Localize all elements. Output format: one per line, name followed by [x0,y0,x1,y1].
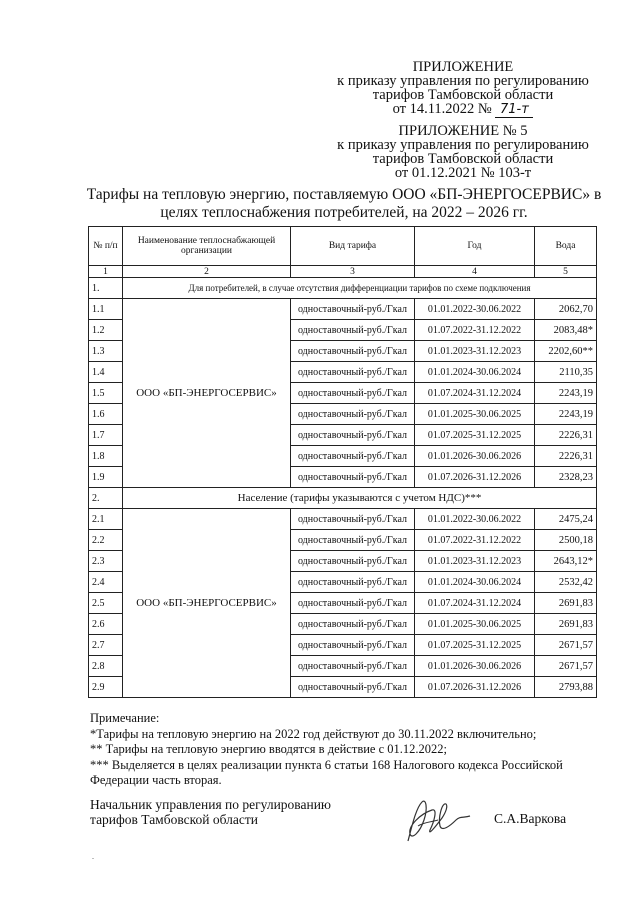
row-number: 2.6 [89,614,123,635]
water-tariff-value: 2110,35 [535,362,597,383]
table-row [89,299,597,320]
tariff-period: 01.01.2025-30.06.2025 [415,614,535,635]
tariff-period: 01.01.2022-30.06.2022 [415,299,535,320]
col-header-tariff: Вид тарифа [291,227,415,266]
row-number: 1.8 [89,446,123,467]
row-number: 2.1 [89,509,123,530]
water-tariff-value: 2226,31 [535,425,597,446]
order-header-title: ПРИЛОЖЕНИЕ [412,59,514,75]
row-number: 1.5 [89,383,123,404]
signatory-name: С.А.Варкова [494,811,567,826]
note-item: *** Выделяется в целях реализации пункта 6 статьи 168 Налогового кодекса Российской Федерации часть вторая. [90,757,563,787]
section-title: Население (тарифы указываются с учетом НДС)*** [123,488,597,509]
water-tariff-value: 2202,60** [535,341,597,362]
water-tariff-value: 2083,48* [535,320,597,341]
section-number: 1. [89,278,123,299]
tariff-table [88,226,597,698]
tariff-type: одноставочный-руб./Гкал [291,362,415,383]
water-tariff-value: 2328,23 [535,467,597,488]
signatory-position-line: тарифов Тамбовской области [90,812,258,827]
col-header-year: Год [415,227,535,266]
notes-heading: Примечание: [90,711,160,725]
row-number: 2.8 [89,656,123,677]
water-tariff-value: 2532,42 [535,572,597,593]
section-number: 2. [89,488,123,509]
tariff-type: одноставочный-руб./Гкал [291,383,415,404]
organization-name: ООО «БП-ЭНЕРГОСЕРВИС» [123,299,291,488]
row-number: 1.1 [89,299,123,320]
tariff-type: одноставочный-руб./Гкал [291,572,415,593]
column-index-cell: 4 [415,266,535,278]
row-number: 2.2 [89,530,123,551]
tariff-type: одноставочный-руб./Гкал [291,635,415,656]
column-index-cell: 3 [291,266,415,278]
section-row [89,278,597,299]
tariff-type: одноставочный-руб./Гкал [291,320,415,341]
column-index-cell: 2 [123,266,291,278]
signatory-position-line: Начальник управления по регулированию [90,797,332,812]
row-number: 2.4 [89,572,123,593]
appendix-header [318,124,608,180]
tariff-period: 01.07.2024-31.12.2024 [415,593,535,614]
tariff-type: одноставочный-руб./Гкал [291,467,415,488]
order-header-line: к приказу управления по регулированию [337,73,589,89]
row-number: 1.9 [89,467,123,488]
organization-name: ООО «БП-ЭНЕРГОСЕРВИС» [123,509,291,698]
water-tariff-value: 2226,31 [535,446,597,467]
column-index-cell: 5 [535,266,597,278]
row-number: 1.4 [89,362,123,383]
tariff-type: одноставочный-руб./Гкал [291,656,415,677]
order-number-handwritten: 71-т [495,103,533,118]
water-tariff-value: 2062,70 [535,299,597,320]
row-number: 1.7 [89,425,123,446]
tariff-period: 01.01.2022-30.06.2022 [415,509,535,530]
water-tariff-value: 2243,19 [535,404,597,425]
tariff-period: 01.01.2023-31.12.2023 [415,551,535,572]
appendix-line: к приказу управления по регулированию [337,137,589,153]
tariff-period: 01.01.2024-30.06.2024 [415,362,535,383]
section-row [89,488,597,509]
water-tariff-value: 2643,12* [535,551,597,572]
row-number: 1.6 [89,404,123,425]
water-tariff-value: 2691,83 [535,614,597,635]
appendix-title: ПРИЛОЖЕНИЕ № 5 [398,123,528,139]
handwritten-signature [398,796,478,846]
section-title: Для потребителей, в случае отсутствия дифференциации тарифов по схеме подключения [123,278,597,299]
document-title: Тарифы на тепловую энергию, поставляемую ООО «БП-ЭНЕРГОСЕРВИС» в целях теплоснабжения потребителей, на 2022 – 2026 гг. [86,186,602,221]
water-tariff-value: 2475,24 [535,509,597,530]
water-tariff-value: 2691,83 [535,593,597,614]
tariff-period: 01.01.2024-30.06.2024 [415,572,535,593]
tariff-period: 01.07.2022-31.12.2022 [415,530,535,551]
row-number: 1.2 [89,320,123,341]
tariff-period: 01.07.2024-31.12.2024 [415,383,535,404]
tariff-period: 01.01.2026-30.06.2026 [415,656,535,677]
appendix-line: тарифов Тамбовской области [372,151,554,167]
row-number: 2.7 [89,635,123,656]
water-tariff-value: 2671,57 [535,635,597,656]
tariff-type: одноставочный-руб./Гкал [291,593,415,614]
col-header-org: Наименование теплоснабжающей организации [123,227,291,266]
tariff-type: одноставочный-руб./Гкал [291,299,415,320]
tariff-period: 01.07.2026-31.12.2026 [415,677,535,698]
column-index-cell: 1 [89,266,123,278]
order-header-date [318,102,608,118]
note-item: *Тарифы на тепловую энергию на 2022 год действуют до 30.11.2022 включительно; [90,726,537,741]
tariff-period: 01.07.2025-31.12.2025 [415,425,535,446]
tariff-type: одноставочный-руб./Гкал [291,530,415,551]
appendix-date: от 01.12.2021 № 103-т [394,165,532,181]
row-number: 2.9 [89,677,123,698]
water-tariff-value: 2671,57 [535,656,597,677]
signatory-position [90,797,380,827]
tariff-type: одноставочный-руб./Гкал [291,677,415,698]
water-tariff-value: 2500,18 [535,530,597,551]
tariff-type: одноставочный-руб./Гкал [291,509,415,530]
tariff-type: одноставочный-руб./Гкал [291,341,415,362]
table-row [89,509,597,530]
tariff-type: одноставочный-руб./Гкал [291,551,415,572]
order-header-line: тарифов Тамбовской области [372,87,554,103]
row-number: 2.3 [89,551,123,572]
tariff-period: 01.01.2025-30.06.2025 [415,404,535,425]
note-item: ** Тарифы на тепловую энергию вводятся в действие с 01.12.2022; [90,742,447,756]
tariff-type: одноставочный-руб./Гкал [291,425,415,446]
notes [90,711,615,789]
tariff-type: одноставочный-руб./Гкал [291,614,415,635]
tariff-period: 01.07.2025-31.12.2025 [415,635,535,656]
tariff-period: 01.07.2022-31.12.2022 [415,320,535,341]
col-header-num: № п/п [89,227,123,266]
tariff-type: одноставочный-руб./Гкал [291,446,415,467]
column-index-row [89,266,597,278]
order-date-text: от 14.11.2022 № [392,101,492,117]
order-header [318,60,608,118]
row-number: 1.3 [89,341,123,362]
footer-mark: . [92,852,94,861]
row-number: 2.5 [89,593,123,614]
water-tariff-value: 2793,88 [535,677,597,698]
col-header-water: Вода [535,227,597,266]
tariff-type: одноставочный-руб./Гкал [291,404,415,425]
water-tariff-value: 2243,19 [535,383,597,404]
tariff-period: 01.01.2026-30.06.2026 [415,446,535,467]
tariff-period: 01.07.2026-31.12.2026 [415,467,535,488]
tariff-period: 01.01.2023-31.12.2023 [415,341,535,362]
